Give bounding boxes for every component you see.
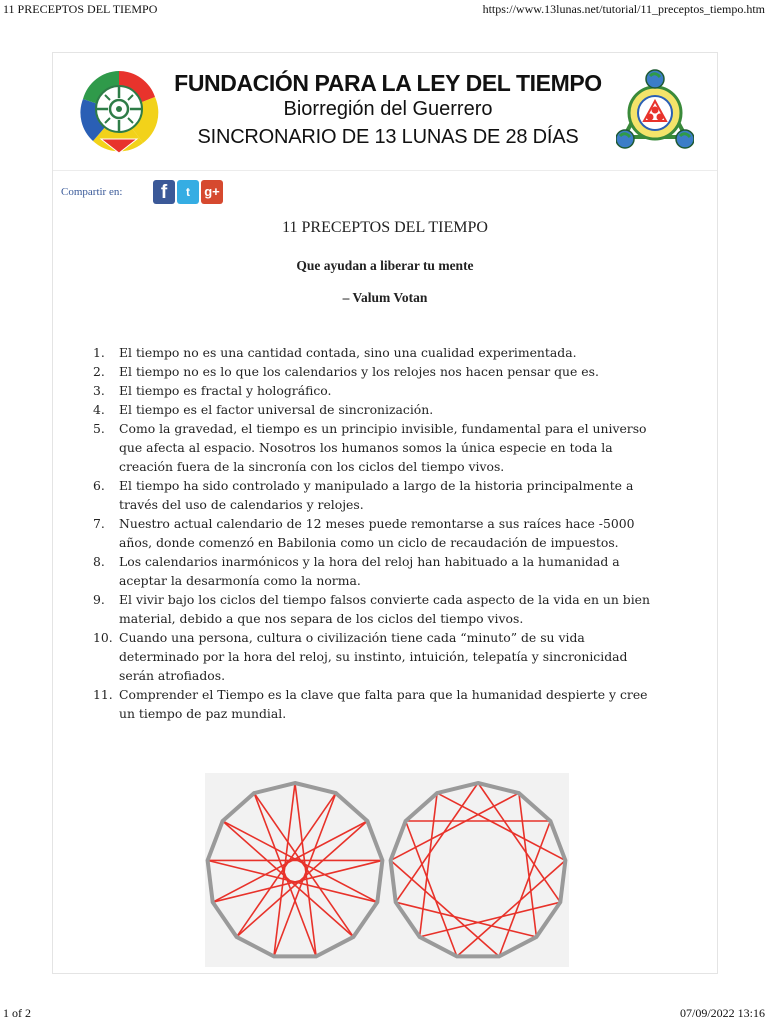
item-number: 10. [93,630,113,645]
print-url: https://www.13lunas.net/tutorial/11_preceptos_tiempo.htm [482,2,765,16]
item-number: 6. [93,478,105,493]
share-icons [153,180,225,204]
list-item [93,400,663,419]
site-banner [53,53,717,168]
banner-title: FUNDACIÓN PARA LA LEY DEL TIEMPO [174,70,602,96]
google-plus-icon[interactable]: g+ [201,180,223,204]
document-title: 11 PRECEPTOS DEL TIEMPO [282,219,488,236]
list-item [93,590,663,628]
print-datetime: 07/09/2022 13:16 [679,1006,765,1020]
list-item [93,476,663,514]
item-text: Cuando una persona, cultura o civilización tiene cada “minuto” de su vida determinado por la hora del reloj, su instinto, intuición, telepatía y sincronicidad serán atrofiados. [119,630,628,683]
list-item [93,514,663,552]
item-text: El tiempo es el factor universal de sincronización. [119,402,434,417]
item-number: 7. [93,516,105,531]
item-number: 5. [93,421,105,436]
list-item [93,343,663,362]
item-text: Como la gravedad, el tiempo es un principio invisible, fundamental para el universo que afecta al espacio. Nosotros los humanos somos la única especie en toda la creación fuera de la sincronía con los ciclos del tiempo vivos. [119,421,647,474]
item-text: El tiempo ha sido controlado y manipulado a largo de la historia principalmente a través del uso de calendarios y relojes. [119,478,634,512]
item-text: El tiempo es fractal y holográfico. [119,383,332,398]
item-text: El tiempo no es lo que los calendarios y los relojes nos hacen pensar que es. [119,364,599,379]
document-subtitle: Que ayudan a liberar tu mente [296,258,474,273]
facebook-icon[interactable]: f [153,180,175,204]
banner-text [163,70,613,151]
list-item [93,362,663,381]
item-text: Nuestro actual calendario de 12 meses puede remontarse a sus raíces hace -5000 años, donde comenzó en Babilonia como un ciclo de recaudación de impuestos. [119,516,635,550]
item-text: Los calendarios inarmónicos y la hora del reloj han habituado a la humanidad a aceptar la desarmonía como la norma. [119,554,620,588]
item-number: 8. [93,554,105,569]
article-content [53,170,717,974]
item-number: 11. [93,687,113,702]
list-item [93,685,663,723]
print-footer [3,1006,765,1022]
list-item [93,419,663,476]
list-item [93,381,663,400]
twitter-icon[interactable]: t [177,180,199,204]
item-text: Comprender el Tiempo es la clave que falta para que la humanidad despierte y cree un tiempo de paz mundial. [119,687,648,721]
share-label: Compartir en: [61,186,123,198]
item-number: 3. [93,383,105,398]
item-number: 1. [93,345,105,360]
item-number: 4. [93,402,105,417]
item-number: 9. [93,592,105,607]
print-page-title: 11 PRECEPTOS DEL TIEMPO [3,2,158,16]
item-number: 2. [93,364,105,379]
item-text: El tiempo no es una cantidad contada, sino una cualidad experimentada. [119,345,577,360]
banner-tagline: SINCRONARIO DE 13 LUNAS DE 28 DÍAS [197,126,579,148]
print-header [3,2,765,18]
document-author: – Valum Votan [342,290,428,305]
foundation-logo-icon [79,67,159,155]
document-page [52,52,718,974]
banner-subtitle: Biorregión del Guerrero [283,98,493,120]
page-counter: 1 of 2 [3,1006,31,1020]
item-text: El vivir bajo los ciclos del tiempo falsos convierte cada aspecto de la vida en un bien material, debido a que nos separa de los ciclos del tiempo vivos. [119,592,650,626]
synchronic-emblem-icon [616,67,694,159]
precepts-list [93,343,663,723]
list-item [93,628,663,685]
list-item [93,552,663,590]
star-polygons-figure [205,773,569,967]
